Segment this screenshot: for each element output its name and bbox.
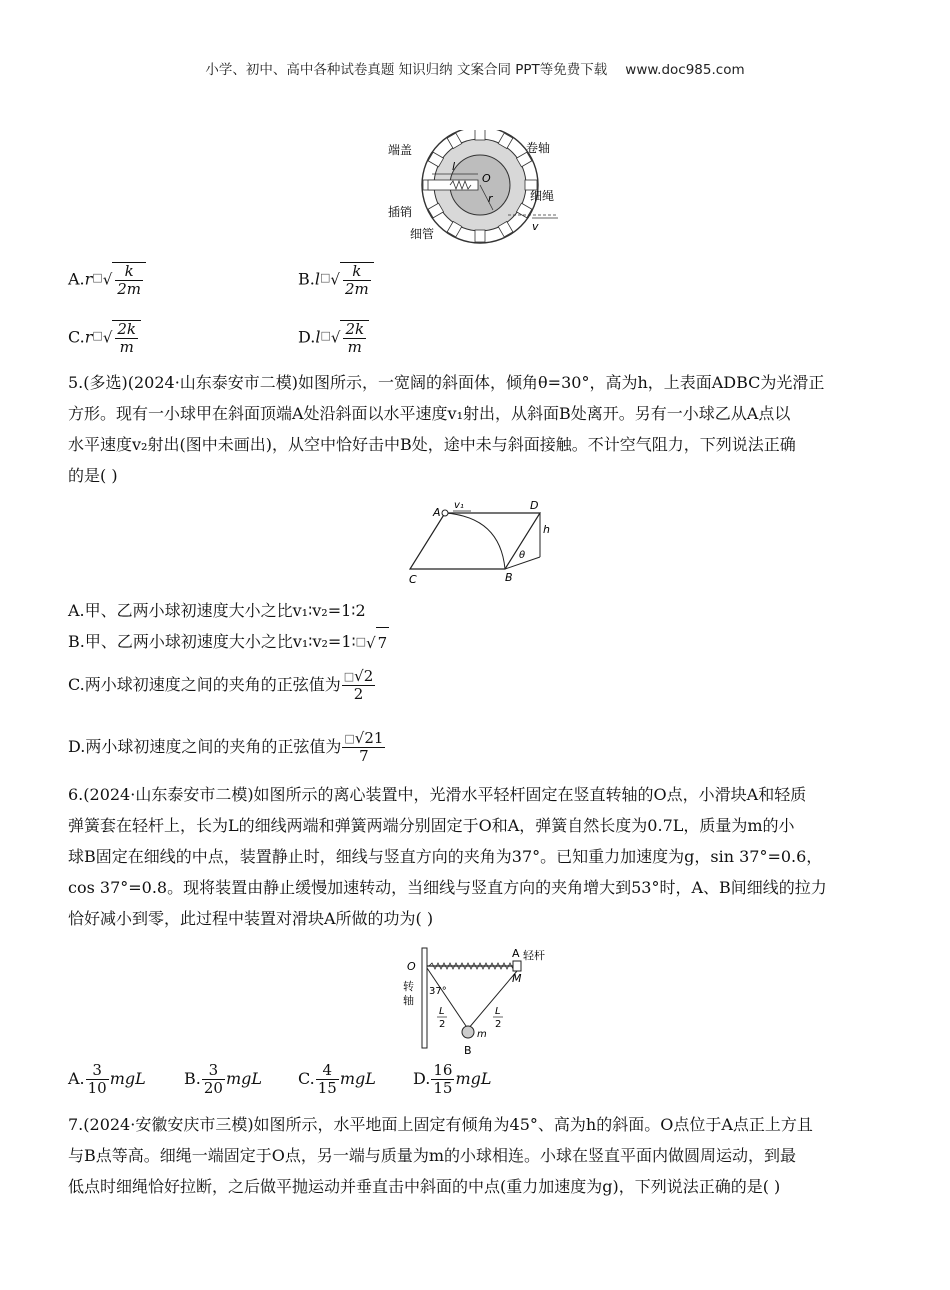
label-A: A	[512, 947, 520, 960]
q6-option-c[interactable]: C. $\frac{4}{15}$ mgL	[298, 1061, 376, 1097]
header-text: 小学、初中、高中各种试卷真题 知识归纳 文案合同 PPT等免费下载	[205, 62, 608, 78]
header-site[interactable]: www.doc985.com	[625, 62, 745, 78]
page-header	[0, 58, 950, 78]
label-chaxiao: 插销	[388, 205, 413, 219]
q5-line3: 水平速度v₂射出(图中未画出)，从空中恰好击中B处，途中未与斜面接触。不计空气阻力，下列说法正确	[68, 435, 796, 454]
label-A: A	[433, 506, 441, 519]
label-M: M	[512, 972, 522, 985]
label-theta: θ	[519, 550, 526, 561]
q5-option-b[interactable]: B.甲、乙两小球初速度大小之比v₁∶v₂=1∶□√ 7	[68, 626, 389, 659]
label-l: l	[452, 160, 456, 173]
label-zhuan: 转	[403, 980, 414, 993]
label-angle: 37°	[429, 986, 447, 997]
q6-line2: 弹簧套在轻杆上，长为L的细线两端和弹簧两端分别固定于O和A，弹簧自然长度为0.7L，质量为m的小	[68, 816, 795, 835]
q4-option-d[interactable]: D.l□√ $\frac{2k}{m}$	[298, 320, 369, 356]
label-duangai: 端盖	[388, 143, 413, 157]
label-L-left: L	[439, 1006, 445, 1017]
label-2-left: 2	[439, 1019, 446, 1030]
label-B: B	[505, 571, 513, 584]
label-xiguan: 细管	[410, 227, 435, 241]
q6-line5: 恰好减小到零，此过程中装置对滑块A所做的功为( )	[68, 909, 434, 928]
label-L-right: L	[495, 1006, 501, 1017]
q6-line1: 6.(2024·山东泰安市二模)如图所示的离心装置中，光滑水平轻杆固定在竖直转轴的O点，小滑块A和轻质	[68, 785, 807, 804]
q6-option-a[interactable]: A. $\frac{3}{10}$ mgL	[68, 1061, 146, 1097]
q5-line4: 的是( )	[68, 466, 118, 485]
q4-option-c[interactable]: C.r□√ $\frac{2k}{m}$	[68, 320, 141, 356]
label-O: O	[407, 960, 416, 973]
q6-line3: 球B固定在细线的中点，装置静止时，细线与竖直方向的夹角为37°。已知重力加速度为g，sin 37°=0.6，	[68, 847, 823, 866]
label-m: m	[477, 1029, 487, 1040]
q6-option-d[interactable]: D. $\frac{16}{15}$ mgL	[413, 1061, 492, 1097]
label-qinggan: 轻杆	[523, 949, 545, 962]
label-v: v	[532, 220, 539, 233]
q6-option-b[interactable]: B. $\frac{3}{20}$ mgL	[184, 1061, 262, 1097]
q5-option-c[interactable]: C.两小球初速度之间的夹角的正弦值为 $\frac{□√2}{2}$	[68, 667, 374, 703]
q7-line2: 与B点等高。细绳一端固定于O点，另一端与质量为m的小球相连。小球在竖直平面内做圆周运动，到最	[68, 1146, 797, 1165]
label-v1: v₁	[454, 500, 464, 511]
label-xisheng: 细绳	[530, 189, 555, 203]
label-B: B	[464, 1044, 472, 1057]
q5-line1: 5.(多选)(2024·山东泰安市二模)如图所示，一宽阔的斜面体，倾角θ=30°，高为h，上表面ADBC为光滑正	[68, 373, 825, 392]
figure-centrifuge	[395, 944, 560, 1064]
figure-reel	[380, 130, 580, 245]
q5-option-d[interactable]: D.两小球初速度之间的夹角的正弦值为 $\frac{□√21}{7}$	[68, 729, 384, 765]
q7-line3: 低点时细绳恰好拉断，之后做平抛运动并垂直击中斜面的中点(重力加速度为g)，下列说法正确的是( )	[68, 1177, 781, 1196]
label-2-right: 2	[495, 1019, 502, 1030]
label-O: O	[482, 172, 491, 185]
figure-incline	[405, 497, 555, 587]
label-zhou: 轴	[403, 994, 414, 1007]
q5-line2: 方形。现有一小球甲在斜面顶端A处沿斜面以水平速度v₁射出，从斜面B处离开。另有一小球乙从A点以	[68, 404, 791, 423]
label-juanzhou: 卷轴	[526, 141, 551, 155]
label-D: D	[530, 499, 539, 512]
label-r: r	[488, 192, 493, 205]
q7-line1: 7.(2024·安徽安庆市三模)如图所示，水平地面上固定有倾角为45°、高为h的斜面。O点位于A点正上方且	[68, 1115, 813, 1134]
q5-option-a[interactable]: A.甲、乙两小球初速度大小之比v₁∶v₂=1∶2	[68, 601, 366, 620]
label-h: h	[543, 523, 550, 536]
label-C: C	[409, 573, 417, 586]
q4-option-a[interactable]: A.r□√ $\frac{k}{2m}$	[68, 262, 146, 298]
q4-option-b[interactable]: B.l□√ $\frac{k}{2m}$	[298, 262, 374, 298]
q6-line4: cos 37°=0.8。现将装置由静止缓慢加速转动，当细线与竖直方向的夹角增大到53°时，A、B间细线的拉力	[68, 878, 827, 897]
